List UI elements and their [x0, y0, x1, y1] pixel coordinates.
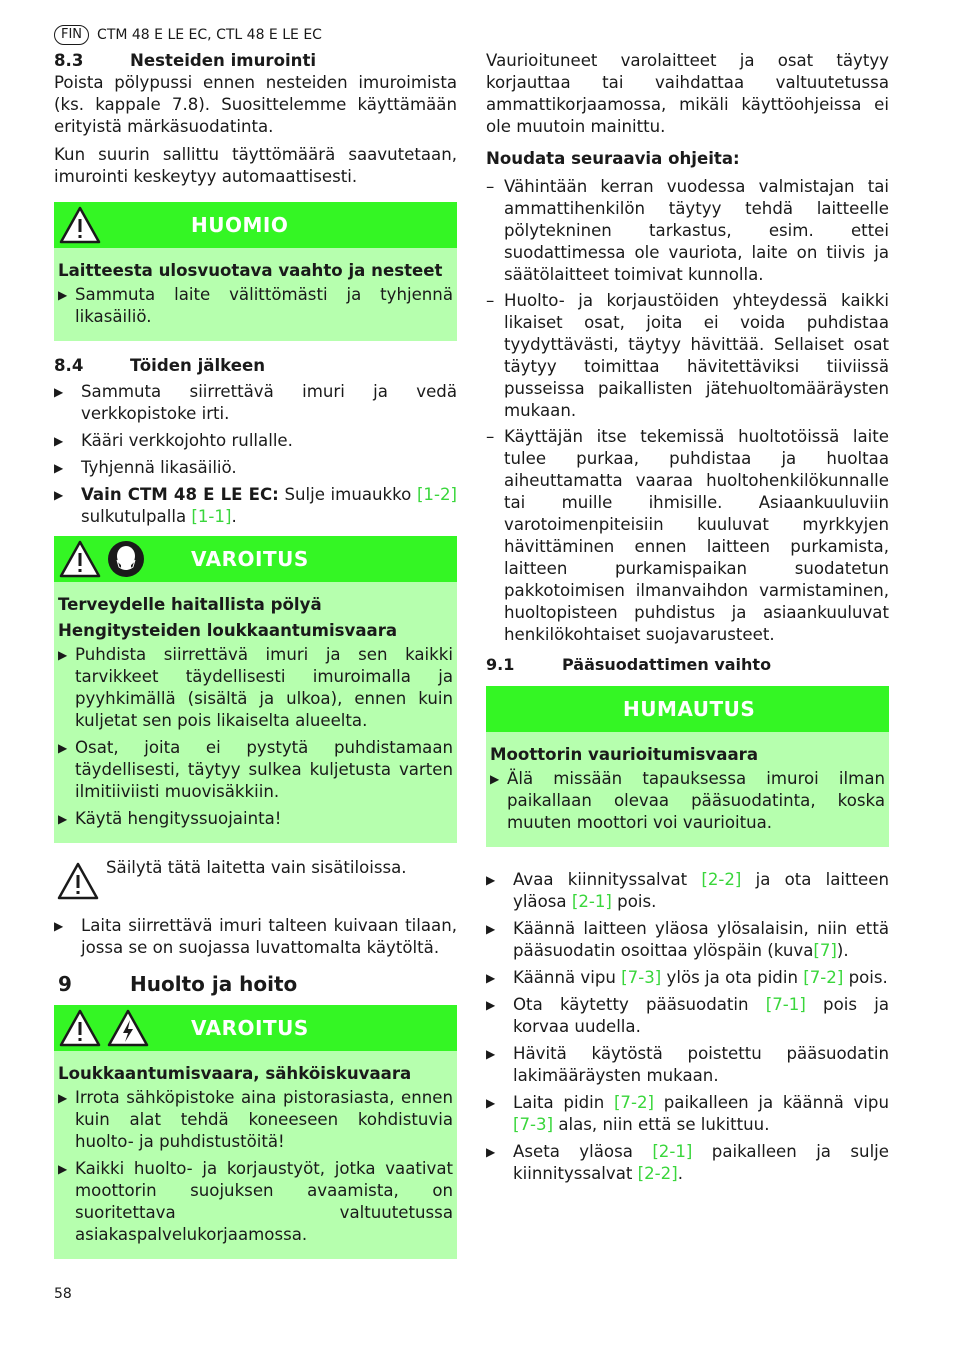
storage-note: [54, 857, 457, 901]
varoitus-electric-box: [54, 1005, 457, 1259]
warning-triangle-icon: [58, 205, 102, 245]
figure-reference: [7-1]: [765, 995, 806, 1014]
language-badge: FIN: [54, 25, 89, 45]
list-item: ▶ Laita siirrettävä imuri talteen kuivaan tilaan, jossa se on suojassa luvattomalta käytöltä.: [54, 916, 457, 957]
model-name: CTM 48 E LE EC, CTL 48 E LE EC: [97, 27, 322, 43]
list-item: ▶ Sammuta laite välittömästi ja tyhjennä likasäiliö.: [58, 285, 453, 326]
figure-reference: [1-1]: [191, 507, 232, 526]
warning-triangle-icon: [54, 861, 102, 901]
figure-reference: [2-1]: [652, 1142, 693, 1161]
list-item: ▶ Osat, joita ei pystytä puhdistamaan täydellisesti, täytyy sulkea kuljetusta varten ilmitiiviisti muovisäkkiin.: [58, 738, 453, 801]
list-item: ▶ Puhdista siirrettävä imuri ja sen kaikki tarvikkeet täydellisesti imuroimalla ja pyyhkimällä (sisältä ja ulkoa), ennen kuin kuljetat sen pois likaiselta alueelta.: [58, 645, 453, 730]
figure-reference: [7-2]: [803, 968, 844, 987]
huomio-box: [54, 202, 457, 341]
subheading: Noudata seuraavia ohjeita:: [486, 149, 740, 168]
box-header: [54, 202, 457, 248]
section-heading-8-4: 8.4 Töiden jälkeen: [54, 356, 266, 375]
paragraph: Poista pölypussi ennen nesteiden imuroimista (ks. kappale 7.8). Suosittelemme käyttämään erityistä märkäsuodatinta.: [54, 73, 457, 136]
left-column: [54, 50, 457, 1263]
dash-item: – Huolto- ja korjaustöiden yhteydessä kaikki likaiset osat, joita ei voida puhdistaa tyydyttävästi, täytyy hävittää. Sellaiset osat täytyy toimittaa hävitettäviksi tiiviissä pusseissa paikallisten jätehuoltomääräysten mukaan.: [486, 291, 889, 420]
humautus-box: [486, 686, 889, 847]
box-subtitle: Terveydelle haitallista pölyä: [58, 595, 322, 614]
box-subtitle: Laitteesta ulosvuotava vaahto ja nesteet: [58, 261, 443, 280]
varoitus-dust-box: [54, 536, 457, 843]
list-item: ▶ Älä missään tapauksessa imuroi ilman paikallaan olevaa pääsuodatinta, koska muuten moottori voi vaurioitua.: [490, 769, 885, 832]
box-title: VAROITUS: [191, 1016, 309, 1040]
figure-reference: [7-3]: [513, 1115, 554, 1134]
box-title: VAROITUS: [191, 547, 309, 571]
step-item: ▶ Käännä laitteen yläosa ylösalaisin, niin että pääsuodatin osoittaa ylöspäin (kuva[7]).: [486, 919, 889, 960]
paragraph: Vaurioituneet varolaitteet ja osat täytyy korjauttaa tai vaihdattaa valtuutetussa ammattikorjaamossa, mikäli käyttöohjeissa ei ole muutoin mainittu.: [486, 51, 889, 136]
step-item: ▶ Aseta yläosa [2-1] paikalleen ja sulje kiinnityssalvat [2-2].: [486, 1142, 889, 1183]
step-item: ▶ Käännä vipu [7-3] ylös ja ota pidin [7-2] pois.: [486, 968, 888, 987]
section-heading-8-3: 8.3 Nesteiden imurointi: [54, 51, 317, 70]
page-number: 58: [54, 1286, 72, 1302]
box-header: [54, 1005, 457, 1051]
box-header: [486, 686, 889, 732]
list-item: ▶ Käytä hengityssuojainta!: [58, 809, 282, 828]
section-heading-9: 9 Huolto ja hoito: [58, 972, 298, 996]
box-title: HUOMIO: [191, 213, 289, 237]
page-header: [54, 24, 322, 46]
step-item: ▶ Laita pidin [7-2] paikalleen ja käännä vipu [7-3] alas, niin että se lukittuu.: [486, 1093, 889, 1134]
list-item: ▶ Irrota sähköpistoke aina pistorasiasta, ennen kuin alat tehdä koneeseen kohdistuvia huolto- ja puhdistustöitä!: [58, 1088, 453, 1151]
list-item: ▶ Kääri verkkojohto rullalle.: [54, 431, 293, 450]
figure-reference: [2-2]: [637, 1164, 678, 1183]
list-item: ▶ Sammuta siirrettävä imuri ja vedä verkkopistoke irti.: [54, 382, 457, 423]
figure-reference: [2-1]: [571, 892, 612, 911]
respirator-mask-icon: [106, 539, 146, 579]
list-item: ▶ Tyhjennä likasäiliö.: [54, 458, 237, 477]
note-text: Säilytä tätä laitetta vain sisätiloissa.: [106, 858, 407, 877]
box-title: HUMAUTUS: [623, 697, 756, 721]
box-header: [54, 536, 457, 582]
list-item: ▶ Vain CTM 48 E LE EC: Sulje imuaukko [1-2] sulkutulpalla [1-1].: [54, 485, 458, 526]
step-item: ▶ Ota käytetty pääsuodatin [7-1] pois ja korvaa uudella.: [486, 995, 889, 1036]
list-item: ▶ Kaikki huolto- ja korjaustyöt, jotka vaativat moottorin suojuksen avaamista, on suoritettava valtuutetussa asiakaspalvelukorjaamossa.: [58, 1159, 453, 1244]
warning-triangle-icon: [58, 1008, 102, 1048]
right-column: [486, 50, 889, 1190]
section-heading-9-1: 9.1 Pääsuodattimen vaihto: [486, 655, 772, 674]
electric-hazard-triangle-icon: [106, 1008, 150, 1048]
box-subtitle: Moottorin vaurioitumisvaara: [490, 745, 759, 764]
box-subtitle: Loukkaantumisvaara, sähköiskuvaara: [58, 1064, 412, 1083]
warning-triangle-icon: [58, 539, 102, 579]
figure-reference: [7]: [813, 941, 837, 960]
figure-reference: [7-3]: [621, 968, 662, 987]
figure-reference: [7-2]: [613, 1093, 655, 1112]
figure-reference: [2-2]: [701, 870, 742, 889]
step-item: ▶ Hävitä käytöstä poistettu pääsuodatin lakimääräysten mukaan.: [486, 1044, 889, 1085]
step-item: ▶ Avaa kiinnityssalvat [2-2] ja ota laitteen yläosa [2-1] pois.: [486, 870, 889, 911]
box-subtitle: Hengitysteiden loukkaantumisvaara: [58, 621, 398, 640]
figure-reference: [1-2]: [416, 485, 458, 504]
dash-item: – Käyttäjän itse tekemissä huoltotöissä laite tulee purkaa, puhdistaa ja huoltaa aiheuttamatta vaaraa huoltohenkilökunnalle tai muille ihmisille. Asiaankuuluviin varotoimenpiteisiin kuuluvat myrkkyjen hävittäminen ennen laitteen purkamista, laitteen purkamispaikan suodatetun pakkotoimisen ilmanvaihdon varmistaminen, huoltopisteen puhdistus ja asiaankuuluvat henkilökohtaiset suojavarusteet.: [486, 427, 889, 644]
paragraph: Kun suurin sallittu täyttömäärä saavutetaan, imurointi keskeytyy automaattisesti.: [54, 145, 457, 186]
dash-item: – Vähintään kerran vuodessa valmistajan tai ammattihenkilön täytyy tehdä laitteelle pölytekninen tarkastus, esim. ettei suodattimessa ole vauriota, laite on tiivis ja säätölaitteet toimivat kunnolla.: [486, 177, 889, 284]
